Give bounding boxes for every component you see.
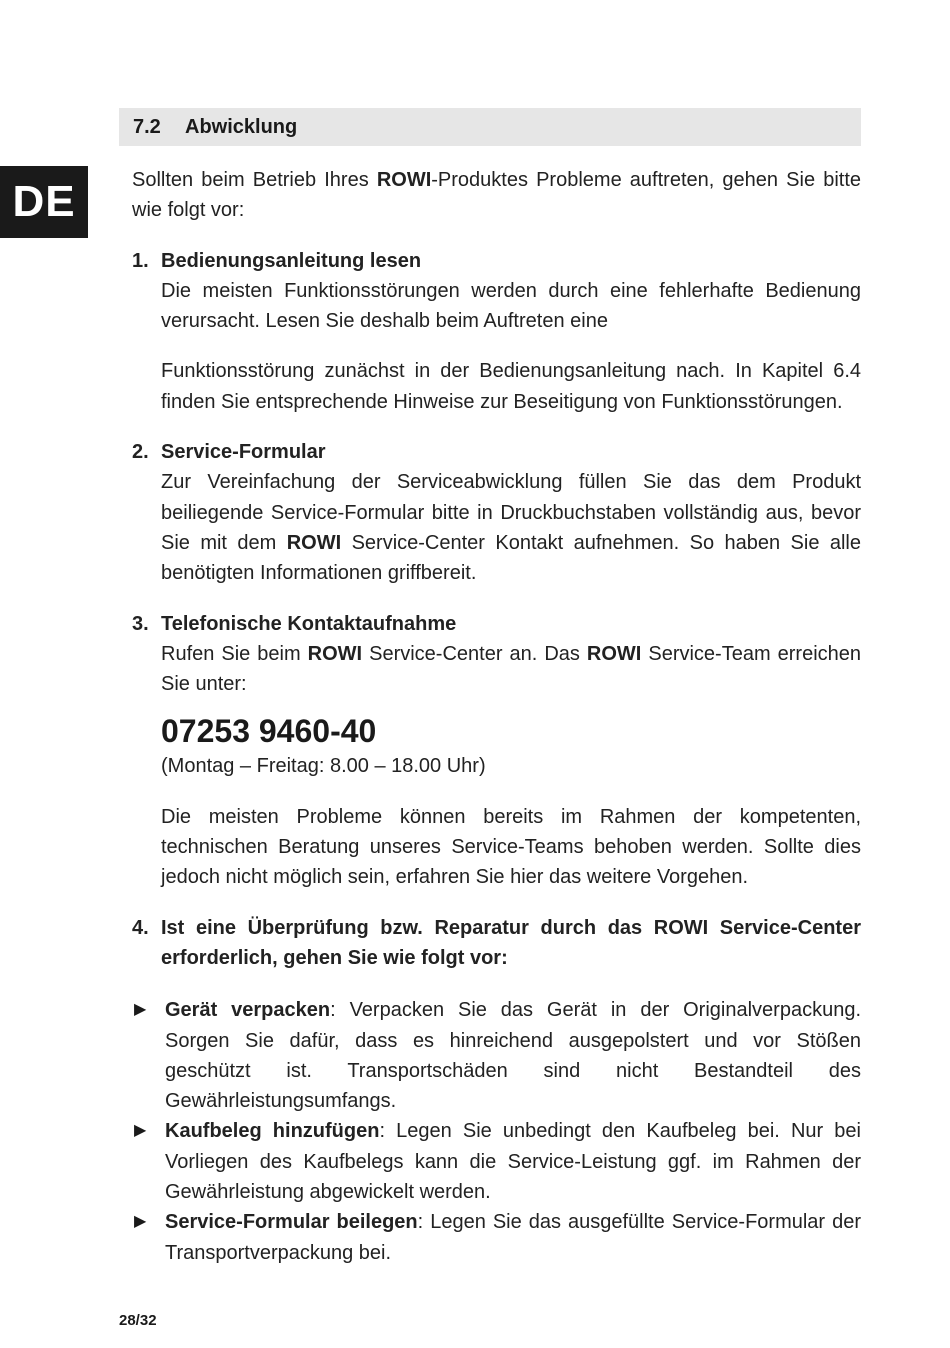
section-number: 7.2 — [133, 115, 161, 138]
step-number: 2. — [132, 441, 149, 464]
step-title: Telefonische Kontaktaufnahme — [161, 612, 457, 635]
intro-text-b: -Produktes Probleme auftreten, gehen Sie bitte wie folgt vor: — [132, 169, 862, 222]
step-paragraph: Die meisten Funktionsstörungen werden durch eine fehlerhafte Bedienung verursacht. Lesen Sie deshalb beim Auftreten eine — [161, 279, 861, 333]
step-number: 3. — [132, 612, 149, 635]
brand-name: ROWI — [376, 169, 432, 191]
section-title: Abwicklung — [185, 115, 298, 138]
page-number: 28/32 — [119, 1312, 157, 1329]
bullet-label: Service-Formular beilegen — [165, 1211, 418, 1234]
bullet-description: : Legen Sie unbedingt den Kaufbeleg bei. Nur bei Vorliegen des Kaufbelegs kann die Service-Leistung ggf. im Rahmen der Gewährleistung abgewickelt werden. — [165, 1120, 861, 1204]
step-title: Service-Formular — [161, 441, 326, 464]
bullet-description: : Verpacken Sie das Gerät in der Originalverpackung. Sorgen Sie dafür, dass es hinreichend ausgepolstert und vor Stößen geschützt ist. Transportschäden sind nicht Bestandteil des Gewährleistungsumfangs. — [165, 999, 861, 1113]
bullet-text — [165, 1116, 861, 1207]
list-item — [132, 1207, 861, 1268]
step-title: Ist eine Überprüfung bzw. Reparatur durch das ROWI Service-Center erforderlich, gehen Sie wie folgt vor: — [161, 916, 861, 969]
step-3 — [132, 609, 861, 893]
step-title: Bedienungsanleitung lesen — [161, 249, 422, 272]
step-paragraph — [161, 639, 861, 700]
list-item — [132, 1116, 861, 1207]
brand-name: ROWI — [307, 642, 363, 665]
step-number: 4. — [132, 916, 149, 939]
section-header — [119, 108, 861, 146]
step-text: Service-Center Kontakt aufnehmen. So haben Sie alle benötigten Informationen griffbereit. — [161, 531, 861, 585]
brand-name: ROWI — [286, 531, 342, 554]
intro-text-a: Sollten beim Betrieb Ihres — [132, 169, 377, 191]
step-text: Rufen Sie beim — [161, 642, 308, 665]
step-number: 1. — [132, 249, 149, 272]
step-paragraph: Funktionsstörung zunächst in der Bedienungsanleitung nach. In Kapitel 6.4 finden Sie entsprechende Hinweise zur Beseitigung von Funktionsstörungen. — [161, 360, 861, 413]
step-paragraph: Die meisten Probleme können bereits im Rahmen der kompetenten, technischen Beratung unseres Service-Teams behoben werden. Sollte dies jedoch nicht möglich sein, erfahren Sie hier das weitere Vorgehen. — [161, 805, 861, 889]
step-4 — [132, 913, 861, 974]
step-text: Zur Vereinfachung der Serviceabwicklung füllen Sie das dem Produkt beiliegende Service-Formular bitte in Druckbuchstaben vollständig aus, bevor Sie mit dem — [161, 471, 861, 554]
page-content — [132, 165, 861, 1268]
triangle-bullet-icon: ▶ — [134, 1122, 147, 1140]
bullet-description: : Legen Sie das ausgefüllte Service-Formular der Transportverpackung bei. — [165, 1211, 862, 1264]
step-1 — [132, 246, 861, 417]
triangle-bullet-icon: ▶ — [134, 1213, 147, 1231]
list-item — [132, 995, 861, 1116]
bullet-text — [165, 1207, 861, 1268]
intro-paragraph — [132, 165, 861, 226]
language-tab: DE — [0, 166, 88, 238]
step-text: Service-Team erreichen Sie unter: — [161, 642, 862, 696]
phone-number: 07253 9460-40 — [161, 713, 377, 750]
brand-name: ROWI — [586, 642, 642, 665]
bullet-text — [165, 995, 861, 1116]
bullet-list — [132, 995, 861, 1268]
triangle-bullet-icon: ▶ — [134, 1001, 147, 1019]
step-paragraph — [161, 467, 861, 588]
bullet-label: Gerät verpacken — [165, 999, 331, 1022]
step-text: Service-Center an. Das — [362, 642, 587, 665]
service-hours: (Montag – Freitag: 8.00 – 18.00 Uhr) — [161, 755, 486, 778]
bullet-label: Kaufbeleg hinzufügen — [165, 1120, 380, 1143]
step-2 — [132, 437, 861, 588]
